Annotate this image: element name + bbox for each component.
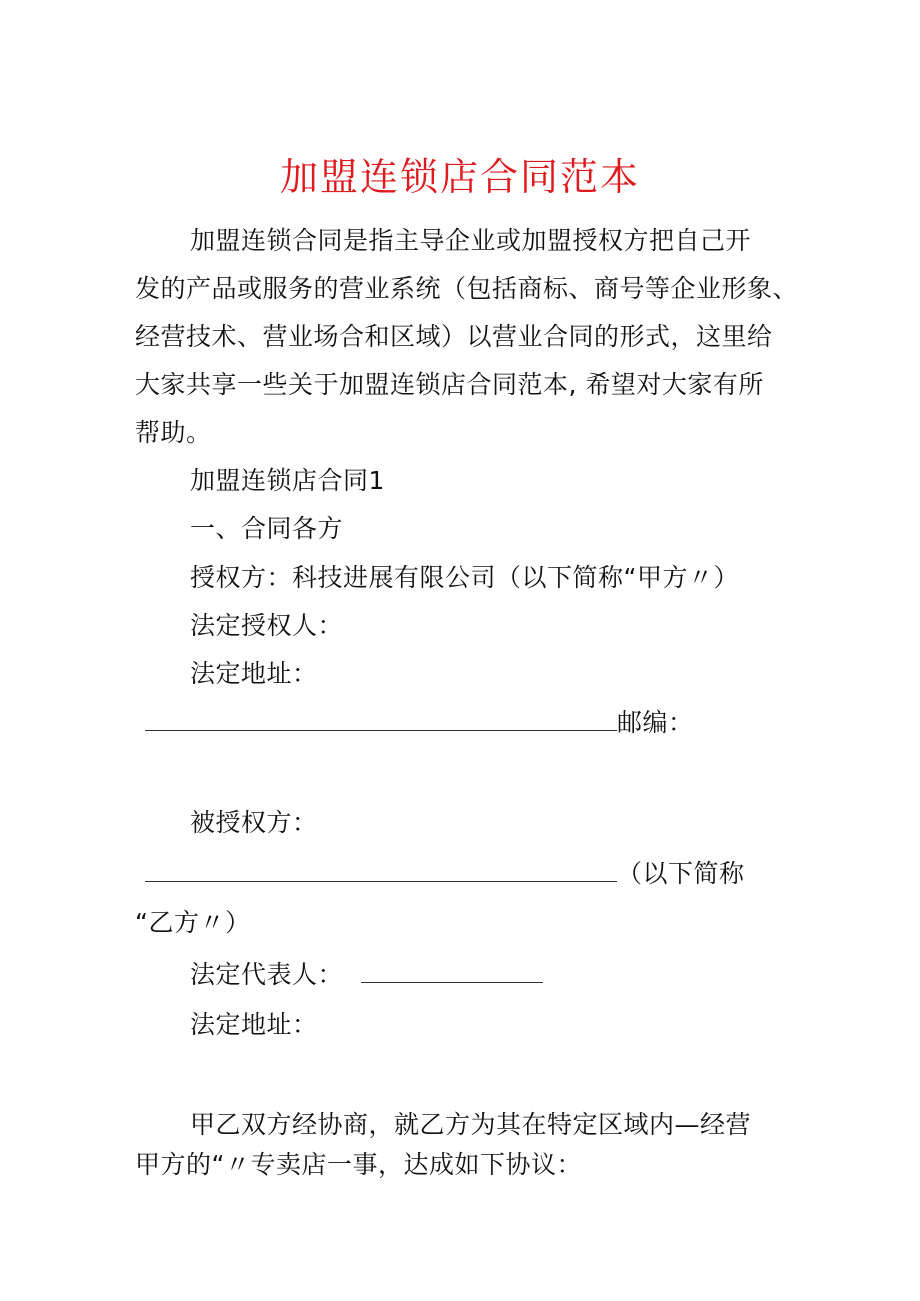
agreement-line-2: 甲方的“〃专卖店一事，达成如下协议： bbox=[135, 1150, 582, 1179]
licensee-blank bbox=[145, 857, 617, 882]
licensee-alias-part-2: “乙方〃） bbox=[135, 908, 251, 937]
licensor-address-row bbox=[145, 706, 694, 740]
intro-line-5: 帮助。 bbox=[135, 418, 212, 447]
agreement-line-1: 甲乙双方经协商，就乙方为其在特定区域内—经营 bbox=[190, 1110, 752, 1139]
licensee-address-label: 法定地址： bbox=[190, 1010, 318, 1039]
document-title: 加盟连锁店合同范本 bbox=[279, 155, 640, 199]
contract-heading: 加盟连锁店合同1 bbox=[190, 466, 385, 495]
intro-line-1: 加盟连锁合同是指主导企业或加盟授权方把自己开 bbox=[190, 226, 752, 255]
postcode-label: 邮编： bbox=[617, 708, 694, 737]
address-blank bbox=[145, 706, 617, 731]
licensee-rep-label: 法定代表人： bbox=[190, 960, 344, 989]
licensor-rep-label: 法定授权人： bbox=[190, 611, 344, 640]
licensor-line: 授权方：科技进展有限公司（以下简称“甲方〃） bbox=[190, 563, 739, 592]
licensee-rep-row bbox=[190, 958, 543, 992]
licensor-address-label: 法定地址： bbox=[190, 659, 318, 688]
licensee-label: 被授权方： bbox=[190, 808, 318, 837]
intro-line-3: 经营技术、营业场合和区域）以营业合同的形式，这里给 bbox=[135, 322, 773, 351]
licensee-alias-part-1: （以下简称 bbox=[617, 859, 745, 888]
section-1-heading: 一、合同各方 bbox=[190, 514, 344, 543]
licensee-name-row bbox=[145, 857, 745, 891]
intro-line-4: 大家共享一些关于加盟连锁店合同范本, 希望对大家有所 bbox=[135, 370, 764, 399]
intro-line-2: 发的产品或服务的营业系统（包括商标、商号等企业形象、 bbox=[135, 274, 799, 303]
rep-blank bbox=[361, 958, 543, 983]
